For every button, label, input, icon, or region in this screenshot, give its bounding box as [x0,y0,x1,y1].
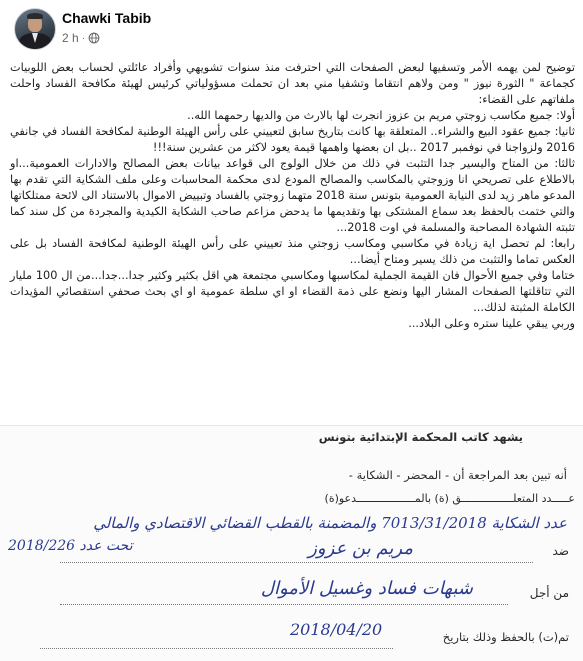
post-meta [62,30,100,46]
globe-icon[interactable] [88,32,100,44]
document-line-reason-label: من أجل [529,586,569,600]
document-header: يشهد كاتب المحكمة الإبتدائية بتونس [318,430,523,444]
post-body [10,60,575,332]
handwritten-reason: شبهات فساد وغسيل الأموال [260,578,473,599]
handwritten-case-number: عدد الشكاية 7013/31/2018 والمضمنة بالقطب القضائي الاقتصادي والمالي [93,514,567,532]
date-dotted-line [40,648,393,649]
against-dotted-line [60,562,533,563]
post-timestamp[interactable]: 2 h [62,31,79,45]
handwritten-against-name: مريم بن عزوز [308,538,413,559]
avatar-hair-shape [27,13,43,19]
document-line-review: أنه تبين بعد المراجعة أن - المحضر - الشكاية - [348,468,567,482]
post-paragraph-first: أولا: جميع مكاسب زوجتي مريم بن عزوز انجرت لها بالارث من والديها رحمهما الله.. [187,109,575,122]
handwritten-date: 2018/04/20 [290,620,383,639]
meta-separator-dot: · [81,32,86,44]
document-line-against-label: ضد [552,544,569,558]
post-paragraph-closing: وربي يبقي علينا ستره وعلى البلاد... [408,317,575,330]
handwritten-case-sub: تحت عدد 2018/226 [8,538,133,554]
post-paragraph-conclusion: ختاما وفي جميع الأحوال فان القيمة الجملية لمكاسبها ومكاسبي مجتمعة هي اقل بكثير وكثير جدا...جدا...من ال 100 مليار التي تتاقلتها الصفحات المشار اليها ونضع على ذمة القضاء او اي سلطة عمومية او اي بحث صحفي استقصائي المؤيدات الكاملة المثبتة لذلك... [10,269,575,314]
document-line-case-label: عـــــدد المتعلــــــــــــــــق (ة) بالمــــــــــــــــــدعو(ة) [324,492,575,505]
author-name[interactable]: Chawki Tabib [62,10,152,26]
author-avatar[interactable] [14,8,56,50]
post-paragraph-third: ثالثا: من المتاح واليسير جدا التثبت في ذلك من خلال الولوج الى قواعد بيانات بعض المصالح والادارات العمومية...او بالاطلاع على تصريحي انا وزوجتي بالمكاسب والمصالح المودع لدى محكمة المحاسبات وعلى ملف الشكاية التي تقدم بها المدعو ماهر زيد لدى النيابة العمومية بتونس سنة 2018 متهما زوجتي بالفساد وتبييض الاموال بالاستناد الى لائحة ممتلكاتها والتي ختمت بالحفظ بعد سماع المشتكى بها وتقديمها ما يدحض مزاعم صاحب الشكاية الكيدية والمجردة من كل سند كما تثبته الشهادة المصاحبة والمسلمة في اوت 2018... [10,157,575,234]
document-line-date-label: تم(ت) بالحفظ وذلك بتاريخ [442,630,569,644]
post-paragraph-intro: توضيح لمن يهمه الأمر وتسفيها لبعض الصفحات التي احترفت منذ سنوات تشويهي وأفراد عائلتي لحساب بعض اللوبيات كجماعة " الثورة نيوز " ومن ولاهم انتقاما وتشفيا مني بعد ان تحملت مسؤولياتي كرئيس لهيئة مكافحة الفساد واحلت ملفاتهم على القضاء: [10,61,575,106]
post-paragraph-second: ثانيا: جميع عقود البيع والشراء.. المتعلقة بها كانت بتاريخ سابق لتعييني على رأس الهيئة الوطنية لمكافحة الفساد في جانفي 2016 ولزواجنا في نوفمبر 2017 ..بل ان بعضها واهمها قيمة يعود لاكثر من عشرين سنة!!! [10,125,575,154]
post-paragraph-fourth: رابعا: لم تحصل اية زيادة في مكاسبي ومكاسب زوجتي منذ تعييني على رأس الهيئة الوطنية لمكافحة الفساد بل على العكس تماما والتثبت من ذلك يسير ومتاح أيضا... [10,237,575,266]
reason-dotted-line [60,604,508,605]
attached-document-image[interactable] [0,425,583,661]
post-header [0,0,583,56]
